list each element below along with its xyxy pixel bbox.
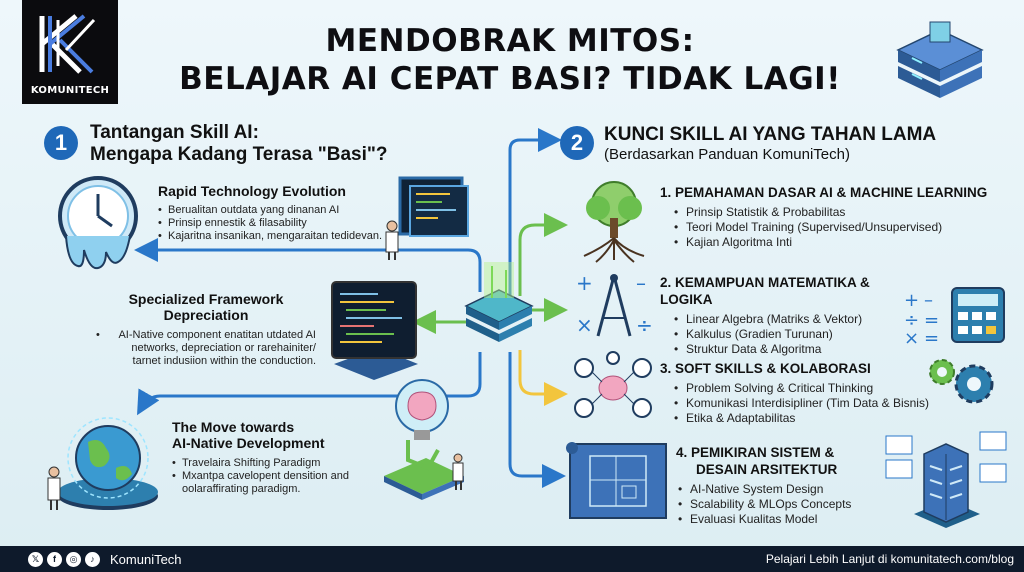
- skill-2-bullet: • Linear Algebra (Matriks & Vektor): [674, 312, 910, 327]
- rapid-evolution-bullet: • Kajaritna insanikan, mengaraitan tedidevan.: [158, 230, 388, 243]
- skill-3-bullet: • Komunikasi Interdisipliner (Tim Data & Bisnis): [674, 396, 940, 411]
- rapid-evolution-bullet: • Prinsip ennestik & filasability: [158, 217, 388, 230]
- melting-clock-icon: [56, 174, 140, 274]
- collaboration-network-icon: [570, 352, 656, 424]
- section1-title-line1: Tantangan Skill AI:: [90, 122, 259, 143]
- ai-native-bullet: • Mxantpa cavelopent densition and oolaraffirating paradigm.: [172, 470, 392, 496]
- skill-2-bullet: • Kalkulus (Gradien Turunan): [674, 327, 910, 342]
- instagram-icon[interactable]: ◎: [66, 552, 81, 567]
- skill-3-bullet: • Etika & Adaptabilitas: [674, 411, 940, 426]
- footer-brand[interactable]: KomuniTech: [110, 551, 182, 567]
- skill-4-title-line2: DESAIN ARSITEKTUR: [696, 462, 838, 477]
- left-item-framework: [96, 291, 316, 368]
- section1-title: [90, 122, 450, 166]
- skill-item-2: [660, 274, 910, 357]
- skill-3-title: 3. SOFT SKILLS & KOLABORASI: [660, 361, 871, 376]
- svg-text:–: –: [924, 290, 933, 311]
- section2-header: [604, 124, 1004, 163]
- section1-number: 1: [44, 126, 78, 160]
- skill-2-title: 2. KEMAMPUAN MATEMATIKA & LOGIKA: [660, 275, 870, 307]
- ai-native-title-line1: The Move towards: [172, 419, 295, 435]
- rapid-evolution-bullet: • Berualitan outdata yang dinanan AI: [158, 204, 388, 217]
- ai-native-title-line2: AI-Native Development: [172, 435, 325, 451]
- skill-1-title: 1. PEMAHAMAN DASAR AI & MACHINE LEARNING: [660, 185, 988, 200]
- left-item-rapid-evolution: [158, 183, 388, 243]
- x-icon[interactable]: 𝕏: [28, 552, 43, 567]
- svg-text:÷: ÷: [636, 313, 653, 337]
- social-links: [28, 552, 182, 567]
- facebook-icon[interactable]: f: [47, 552, 62, 567]
- svg-text:–: –: [636, 271, 646, 295]
- skill-4-bullet: • AI-Native System Design: [678, 482, 896, 497]
- arrow-to-item3: [520, 350, 562, 394]
- svg-text:×: ×: [576, 313, 593, 337]
- svg-text:=: =: [924, 328, 940, 349]
- section1-title-line2: Mengapa Kadang Terasa "Basi"?: [90, 144, 388, 165]
- framework-title-line2: Depreciation: [163, 307, 249, 323]
- compass-math-icon: [572, 270, 656, 342]
- skill-4-title: [676, 444, 896, 478]
- ai-native-bullet: • Travelaira Shifting Paradigm: [172, 457, 392, 470]
- central-hub-icon: [462, 262, 536, 352]
- developer-monitor-icon: [380, 176, 470, 260]
- skill-1-bullet: • Kajian Algoritma Inti: [674, 235, 1010, 250]
- skill-4-bullet: • Scalability & MLOps Concepts: [678, 497, 896, 512]
- section2-number: 2: [560, 126, 594, 160]
- skill-item-3: [660, 360, 940, 426]
- brain-bulb-icon: [378, 376, 474, 506]
- gears-icon: [926, 356, 1006, 406]
- architecture-building-icon: [884, 424, 1010, 528]
- footer-cta-link[interactable]: Pelajari Lebih Lanjut di komunitatech.com/blog: [765, 552, 1014, 566]
- svg-text:+: +: [576, 271, 593, 295]
- section2-subtitle: (Berdasarkan Panduan KomuniTech): [604, 146, 850, 163]
- skill-2-bullet: • Struktur Data & Algoritma: [674, 342, 910, 357]
- code-screen-icon: [328, 280, 420, 380]
- logo-text: KOMUNITECH: [30, 85, 110, 96]
- calculator-icon: [904, 286, 1008, 349]
- svg-text:=: =: [924, 310, 940, 331]
- framework-title-line1: Specialized Framework: [128, 291, 284, 307]
- skill-1-bullet: • Prinsip Statistik & Probabilitas: [674, 205, 1010, 220]
- left-item-ai-native: [172, 419, 392, 496]
- section2-title: KUNCI SKILL AI YANG TAHAN LAMA: [604, 124, 937, 145]
- framework-title: [96, 291, 316, 323]
- title-line-1: MENDOBRAK MITOS:: [325, 23, 695, 59]
- svg-text:+: +: [904, 290, 920, 311]
- arrow-to-item4: [510, 352, 560, 476]
- title-line-2: BELAJAR AI CEPAT BASI? TIDAK LAGI!: [179, 61, 841, 97]
- blueprint-icon: [566, 440, 672, 524]
- skill-4-title-line1: 4. PEMIKIRAN SISTEM &: [676, 445, 835, 460]
- svg-text:÷: ÷: [904, 310, 920, 331]
- globe-ai-icon: [44, 412, 164, 522]
- skill-item-4: [676, 444, 896, 527]
- svg-text:×: ×: [904, 328, 920, 349]
- ai-native-title: [172, 419, 392, 451]
- skill-3-bullet: • Problem Solving & Critical Thinking: [674, 381, 940, 396]
- tiktok-icon[interactable]: ♪: [85, 552, 100, 567]
- footer: [0, 546, 1024, 572]
- skill-1-bullet: • Teori Model Training (Supervised/Unsupervised): [674, 220, 1010, 235]
- skill-4-bullet: • Evaluasi Kualitas Model: [678, 512, 896, 527]
- framework-bullet: • AI-Native component enatitan utdated AI networks, depreciation or rarehainiter/ tarnet indusiion within the conduction.: [96, 329, 316, 368]
- rapid-evolution-title: Rapid Technology Evolution: [158, 183, 346, 199]
- skill-item-1: [660, 184, 1010, 250]
- tree-roots-icon: [572, 178, 656, 262]
